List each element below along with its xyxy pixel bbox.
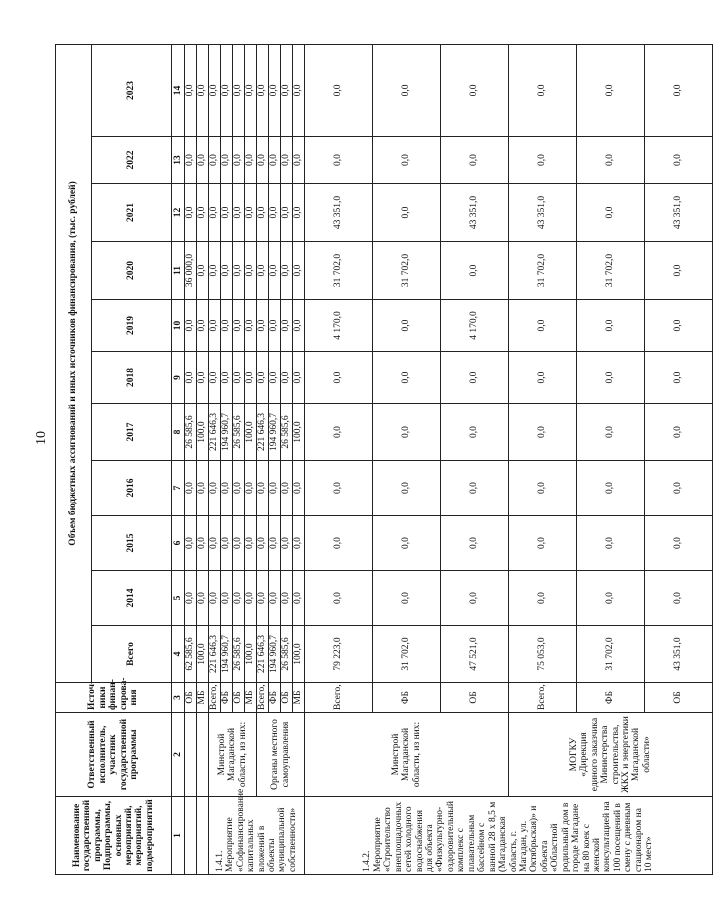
table-row — [209, 44, 221, 874]
value-cell: 0,0 — [577, 300, 645, 352]
empty-name-cell — [185, 797, 197, 875]
value-cell: 221 646,3 — [209, 626, 221, 683]
value-cell: 0,0 — [257, 516, 269, 571]
header-year-2023: 2023 — [92, 44, 172, 136]
source-cell: ФБ — [221, 683, 233, 713]
value-cell: 0,0 — [373, 516, 441, 571]
value-cell: 0,0 — [441, 137, 509, 184]
value-cell: 26 585,6 — [281, 626, 293, 683]
column-number: 12 — [172, 184, 185, 242]
value-cell: 0,0 — [293, 516, 305, 571]
value-cell: 0,0 — [197, 461, 209, 516]
value-cell: 0,0 — [645, 571, 713, 626]
rotated-page — [55, 45, 684, 875]
value-cell: 43 351,0 — [645, 626, 713, 683]
value-cell: 0,0 — [233, 571, 245, 626]
value-cell: 0,0 — [257, 184, 269, 242]
table-row — [305, 44, 373, 874]
header-year-2022: 2022 — [92, 137, 172, 184]
column-number: 9 — [172, 352, 185, 404]
value-cell: 43 351,0 — [305, 184, 373, 242]
value-cell: 0,0 — [269, 352, 281, 404]
value-cell: 0,0 — [441, 461, 509, 516]
executor-142-a: Минстрой Магаданской области, из них: — [305, 713, 509, 797]
value-cell: 0,0 — [269, 300, 281, 352]
value-cell: 0,0 — [645, 404, 713, 461]
value-cell: 26 585,6 — [233, 626, 245, 683]
value-cell: 0,0 — [293, 44, 305, 136]
value-cell: 0,0 — [197, 352, 209, 404]
empty-exec-cell — [185, 713, 197, 797]
measure-name-142: 1.4.2. Мероприятие «Строительство внеплощадочных сетей холодного водоснабжения для объекта «Физкультурно-оздоровительный комплекс с плавательным бассейном с ванной 28 х 8,5 м (Магаданская область, г. Магадан, ул. Октябрьская)» и объекта «Областной родильный дом в городе Магадане на 80 коек с женской консультацией на 100 посещений в смену с дневным стационаром на 10 мест» — [305, 797, 713, 875]
source-cell: ОБ — [281, 683, 293, 713]
value-cell: 194 960,7 — [221, 404, 233, 461]
value-cell: 0,0 — [281, 300, 293, 352]
value-cell: 31 702,0 — [305, 242, 373, 300]
value-cell: 0,0 — [509, 44, 577, 136]
header-total: Всего — [92, 626, 172, 683]
value-cell: 0,0 — [645, 242, 713, 300]
value-cell: 0,0 — [305, 516, 373, 571]
value-cell: 0,0 — [245, 571, 257, 626]
value-cell: 43 351,0 — [509, 184, 577, 242]
value-cell: 0,0 — [257, 44, 269, 136]
value-cell: 0,0 — [645, 44, 713, 136]
value-cell: 31 702,0 — [577, 626, 645, 683]
value-cell: 0,0 — [305, 571, 373, 626]
value-cell: 0,0 — [221, 44, 233, 136]
value-cell: 0,0 — [509, 571, 577, 626]
value-cell: 0,0 — [441, 404, 509, 461]
value-cell: 0,0 — [221, 137, 233, 184]
value-cell: 0,0 — [245, 242, 257, 300]
header-year-2017: 2017 — [92, 404, 172, 461]
value-cell: 26 585,6 — [281, 404, 293, 461]
value-cell: 0,0 — [245, 184, 257, 242]
value-cell: 0,0 — [221, 516, 233, 571]
value-cell: 0,0 — [209, 300, 221, 352]
value-cell: 0,0 — [509, 300, 577, 352]
value-cell: 0,0 — [197, 184, 209, 242]
value-cell: 221 646,3 — [257, 626, 269, 683]
value-cell: 0,0 — [577, 461, 645, 516]
value-cell: 0,0 — [221, 571, 233, 626]
column-number: 7 — [172, 461, 185, 516]
value-cell: 0,0 — [281, 571, 293, 626]
value-cell: 0,0 — [185, 44, 197, 136]
value-cell: 0,0 — [185, 300, 197, 352]
header-year-2019: 2019 — [92, 300, 172, 352]
table-row — [197, 44, 209, 874]
value-cell: 0,0 — [305, 352, 373, 404]
value-cell: 0,0 — [269, 44, 281, 136]
value-cell: 31 702,0 — [509, 242, 577, 300]
value-cell: 0,0 — [197, 242, 209, 300]
value-cell: 0,0 — [293, 352, 305, 404]
header-volume: Объем бюджетных ассигнований и иных источников финансирования, (тыс. рублей) — [56, 44, 92, 682]
value-cell: 62 585,6 — [185, 626, 197, 683]
value-cell: 0,0 — [281, 44, 293, 136]
value-cell: 0,0 — [577, 137, 645, 184]
header-year-2016: 2016 — [92, 461, 172, 516]
value-cell: 0,0 — [509, 352, 577, 404]
value-cell: 0,0 — [185, 461, 197, 516]
column-number: 11 — [172, 242, 185, 300]
value-cell: 0,0 — [305, 44, 373, 136]
header-year-2014: 2014 — [92, 571, 172, 626]
value-cell: 0,0 — [373, 184, 441, 242]
source-cell: МБ — [197, 683, 209, 713]
value-cell: 0,0 — [293, 242, 305, 300]
value-cell: 0,0 — [185, 184, 197, 242]
value-cell: 0,0 — [645, 461, 713, 516]
value-cell: 0,0 — [645, 352, 713, 404]
value-cell: 221 646,3 — [209, 404, 221, 461]
source-cell: Всего, — [509, 683, 577, 713]
value-cell: 194 960,7 — [269, 626, 281, 683]
value-cell: 0,0 — [269, 137, 281, 184]
value-cell: 0,0 — [233, 300, 245, 352]
value-cell: 0,0 — [197, 300, 209, 352]
value-cell: 0,0 — [269, 184, 281, 242]
source-cell: Всего, — [257, 683, 269, 713]
value-cell: 0,0 — [305, 404, 373, 461]
value-cell: 0,0 — [577, 404, 645, 461]
value-cell: 31 702,0 — [373, 242, 441, 300]
value-cell: 0,0 — [293, 571, 305, 626]
empty-name-cell — [197, 797, 209, 875]
value-cell: 0,0 — [441, 352, 509, 404]
value-cell: 0,0 — [209, 516, 221, 571]
value-cell: 0,0 — [293, 461, 305, 516]
executor-141-b: Органы местного самоуправления — [257, 713, 305, 797]
value-cell: 221 646,3 — [257, 404, 269, 461]
value-cell: 0,0 — [185, 137, 197, 184]
value-cell: 31 702,0 — [373, 626, 441, 683]
header-year-2021: 2021 — [92, 184, 172, 242]
value-cell: 0,0 — [257, 300, 269, 352]
value-cell: 0,0 — [185, 516, 197, 571]
value-cell: 0,0 — [245, 516, 257, 571]
value-cell: 0,0 — [209, 352, 221, 404]
value-cell: 0,0 — [209, 571, 221, 626]
empty-exec-cell — [197, 713, 209, 797]
value-cell: 100,0 — [197, 404, 209, 461]
value-cell: 0,0 — [373, 404, 441, 461]
value-cell: 0,0 — [373, 571, 441, 626]
value-cell: 0,0 — [257, 352, 269, 404]
column-number: 14 — [172, 44, 185, 136]
header-year-2015: 2015 — [92, 516, 172, 571]
value-cell: 0,0 — [197, 44, 209, 136]
column-number: 2 — [172, 713, 185, 797]
value-cell: 0,0 — [185, 352, 197, 404]
value-cell: 0,0 — [293, 300, 305, 352]
table-row — [257, 44, 269, 874]
value-cell: 0,0 — [373, 44, 441, 136]
table-row — [185, 44, 197, 874]
value-cell: 0,0 — [209, 137, 221, 184]
value-cell: 0,0 — [245, 461, 257, 516]
value-cell: 0,0 — [441, 44, 509, 136]
value-cell: 0,0 — [441, 242, 509, 300]
source-cell: Всего, — [209, 683, 221, 713]
column-number: 5 — [172, 571, 185, 626]
value-cell: 0,0 — [221, 461, 233, 516]
source-cell: МБ — [293, 683, 305, 713]
executor-142-b: МОГКУ «Дирекция единого заказчика Министерства строительства, ЖКХ и энергетики Магаданской области» — [509, 713, 713, 797]
value-cell: 43 351,0 — [645, 184, 713, 242]
value-cell: 100,0 — [245, 404, 257, 461]
source-cell: ФБ — [373, 683, 441, 713]
value-cell: 100,0 — [293, 404, 305, 461]
value-cell: 100,0 — [197, 626, 209, 683]
value-cell: 0,0 — [305, 461, 373, 516]
source-cell: ОБ — [185, 683, 197, 713]
value-cell: 0,0 — [221, 352, 233, 404]
value-cell: 0,0 — [257, 137, 269, 184]
value-cell: 47 521,0 — [441, 626, 509, 683]
value-cell: 0,0 — [645, 300, 713, 352]
value-cell: 0,0 — [509, 461, 577, 516]
column-number: 4 — [172, 626, 185, 683]
value-cell: 194 960,7 — [269, 404, 281, 461]
value-cell: 0,0 — [269, 242, 281, 300]
value-cell: 0,0 — [509, 137, 577, 184]
value-cell: 0,0 — [197, 137, 209, 184]
value-cell: 0,0 — [281, 516, 293, 571]
source-cell: ФБ — [577, 683, 645, 713]
header-year-2018: 2018 — [92, 352, 172, 404]
source-cell: ФБ — [269, 683, 281, 713]
value-cell: 0,0 — [281, 137, 293, 184]
value-cell: 0,0 — [185, 571, 197, 626]
value-cell: 0,0 — [281, 352, 293, 404]
value-cell: 0,0 — [245, 44, 257, 136]
value-cell: 100,0 — [245, 626, 257, 683]
value-cell: 0,0 — [269, 571, 281, 626]
value-cell: 100,0 — [293, 626, 305, 683]
value-cell: 0,0 — [269, 516, 281, 571]
value-cell: 4 170,0 — [305, 300, 373, 352]
value-cell: 0,0 — [577, 352, 645, 404]
value-cell: 0,0 — [197, 516, 209, 571]
value-cell: 31 702,0 — [577, 242, 645, 300]
value-cell: 0,0 — [209, 242, 221, 300]
column-number: 3 — [172, 683, 185, 713]
value-cell: 4 170,0 — [441, 300, 509, 352]
column-number: 1 — [172, 797, 185, 875]
value-cell: 0,0 — [233, 516, 245, 571]
value-cell: 0,0 — [233, 461, 245, 516]
value-cell: 0,0 — [441, 516, 509, 571]
value-cell: 0,0 — [209, 461, 221, 516]
value-cell: 0,0 — [233, 242, 245, 300]
value-cell: 0,0 — [577, 184, 645, 242]
value-cell: 0,0 — [233, 44, 245, 136]
value-cell: 0,0 — [441, 571, 509, 626]
column-number: 6 — [172, 516, 185, 571]
value-cell: 0,0 — [257, 571, 269, 626]
value-cell: 0,0 — [293, 137, 305, 184]
value-cell: 0,0 — [645, 516, 713, 571]
value-cell: 0,0 — [373, 300, 441, 352]
value-cell: 0,0 — [233, 137, 245, 184]
value-cell: 0,0 — [245, 300, 257, 352]
value-cell: 0,0 — [233, 352, 245, 404]
value-cell: 43 351,0 — [441, 184, 509, 242]
column-number: 13 — [172, 137, 185, 184]
value-cell: 0,0 — [221, 184, 233, 242]
value-cell: 26 585,6 — [185, 404, 197, 461]
value-cell: 0,0 — [257, 461, 269, 516]
measure-name-141: 1.4.1. Мероприятие «Софинансирование капитальных вложений в объекты муниципальной собственности» — [209, 797, 305, 875]
table-row — [509, 44, 577, 874]
value-cell: 0,0 — [577, 571, 645, 626]
column-number: 8 — [172, 404, 185, 461]
value-cell: 0,0 — [305, 137, 373, 184]
value-cell: 0,0 — [281, 242, 293, 300]
value-cell: 0,0 — [577, 516, 645, 571]
source-cell: ОБ — [233, 683, 245, 713]
value-cell: 0,0 — [245, 137, 257, 184]
value-cell: 0,0 — [197, 571, 209, 626]
value-cell: 0,0 — [509, 404, 577, 461]
source-cell: МБ — [245, 683, 257, 713]
value-cell: 36 000,0 — [185, 242, 197, 300]
executor-141-a: Минстрой Магаданской области, из них: — [209, 713, 257, 797]
value-cell: 0,0 — [373, 352, 441, 404]
source-cell: Всего, — [305, 683, 373, 713]
column-number: 10 — [172, 300, 185, 352]
value-cell: 0,0 — [281, 461, 293, 516]
value-cell: 79 223,0 — [305, 626, 373, 683]
budget-table — [55, 44, 713, 875]
value-cell: 26 585,6 — [233, 404, 245, 461]
source-cell: ОБ — [441, 683, 509, 713]
header-executor: Ответственный исполнитель, участник государственной программы — [56, 713, 172, 797]
value-cell: 0,0 — [509, 516, 577, 571]
header-source: Источ-ники финан-сирова-ния — [56, 683, 172, 713]
value-cell: 0,0 — [577, 44, 645, 136]
value-cell: 0,0 — [645, 137, 713, 184]
value-cell: 0,0 — [373, 137, 441, 184]
value-cell: 0,0 — [221, 242, 233, 300]
value-cell: 0,0 — [293, 184, 305, 242]
value-cell: 0,0 — [281, 184, 293, 242]
value-cell: 0,0 — [373, 461, 441, 516]
header-year-2020: 2020 — [92, 242, 172, 300]
page-number: 10 — [34, 431, 49, 445]
value-cell: 0,0 — [257, 242, 269, 300]
value-cell: 0,0 — [233, 184, 245, 242]
header-name: Наименование государственной программы, Подпрограммы, основных мероприятий, мероприятий, подмероприятий — [56, 797, 172, 875]
value-cell: 0,0 — [221, 300, 233, 352]
value-cell: 0,0 — [245, 352, 257, 404]
value-cell: 0,0 — [209, 184, 221, 242]
value-cell: 0,0 — [269, 461, 281, 516]
value-cell: 75 053,0 — [509, 626, 577, 683]
value-cell: 194 960,7 — [221, 626, 233, 683]
value-cell: 0,0 — [209, 44, 221, 136]
source-cell: ОБ — [645, 683, 713, 713]
